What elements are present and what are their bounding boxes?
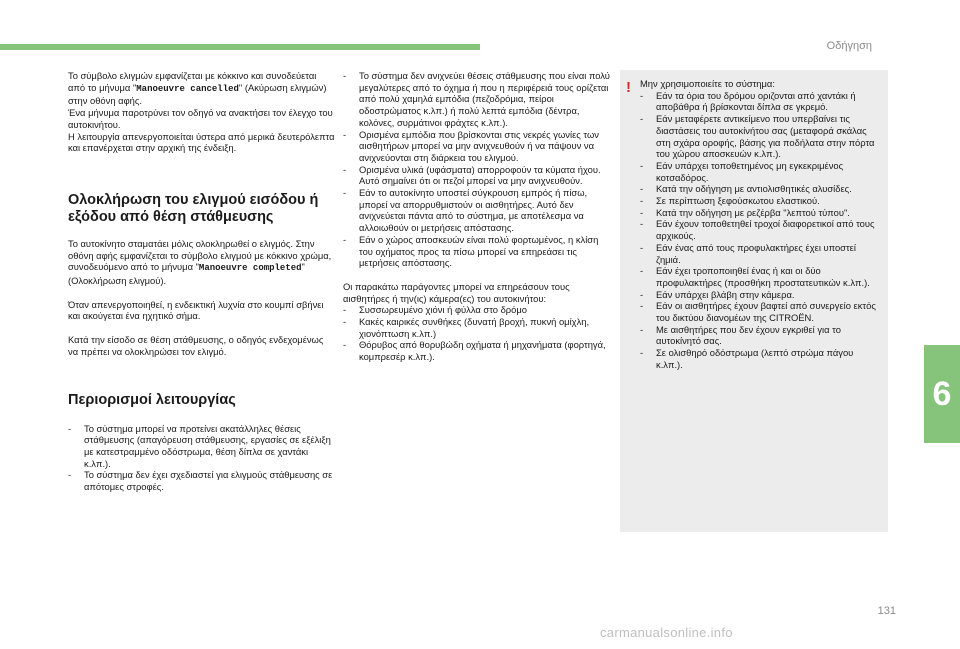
heading-limitations: Περιορισμοί λειτουργίας <box>68 391 236 408</box>
paragraph-indicator-off: Όταν απενεργοποιηθεί, η ενδεικτική λυχνία στο κουμπί σβήνει και ακούγεται ένα ηχητικό σήμα. <box>68 298 324 322</box>
list-item: - Εάν μεταφέρετε αντικείμενο που υπερβαίνει τις διαστάσεις του αυτοκίνήτου σας (μεταφορά σκάλας στη σχάρα οροφής, βάσης για ποδήλατα στην πόρτα του χώρου αποσκευών κ.λπ.). <box>640 113 878 160</box>
text: " (Ολοκλήρωση ελιγμού). <box>68 261 305 287</box>
list-item: - Εάν έχουν τοποθετηθεί τροχοί διαφορετικοί από τους αρχικούς. <box>640 218 878 241</box>
list-item: - Σε περίπτωση ξεφούσκωτου ελαστικού. <box>640 195 878 207</box>
list-item: - Εάν υπάρχει τοποθετημένος μη εγκεκριμένος κοτσαδόρος. <box>640 160 878 183</box>
list-item: - Το σύστημα δεν έχει σχεδιαστεί για ελιγμούς στάθμευσης σε απότομες στροφές. <box>68 469 336 492</box>
list-item: - Συσσωρευμένο χιόνι ή φύλλα στο δρόμο <box>343 304 611 316</box>
paragraph-driver-control: Ένα μήνυμα παροτρύνει τον οδηγό να ανακτήσει τον έλεγχο του αυτοκινήτου. <box>68 107 333 130</box>
section-title: Οδήγηση <box>826 40 872 52</box>
list-item: - Εάν τα όρια του δρόμου οριζονται από χαντάκι ή αποβάθρα ή βρίσκονται δίπλα σε γκρεμό. <box>640 90 878 113</box>
factors-list <box>343 304 611 363</box>
limitations-list <box>68 423 336 493</box>
list-item: - Εάν οι αισθητήρες έχουν βαφτεί από συνεργείο εκτός του δικτύου διανομέων της CITROËN. <box>640 300 878 323</box>
list-item: - Ορισμένα υλικά (υφάσματα) απορροφούν τα κύματα ήχου. Αυτό σημαίνει ότι οι πεζοί μπορεί να μην ανιχνευθούν. <box>343 164 611 187</box>
paragraph-cancelled <box>68 70 336 107</box>
list-item: - Το σύστημα δεν ανιχνεύει θέσεις στάθμευσης που είναι πολύ μεγαλύτερες από το όχημα ή που η περιφέρειά τους ορίζεται από πολύ χαμηλά εμπόδια (πεζοδρόμια, πείροι οδοστρώματος κ.λπ.) ή πολύ λεπτά εμπόδια (δέντρα, κολόνες, συρμάτινοι φράχτες κ.λπ.). <box>343 70 611 129</box>
list-item: - Εάν έχει τροποποιηθεί ένας ή και οι δύο προφυλακτήρες (προσθήκη προστατευτικών κ.λπ.). <box>640 265 878 288</box>
paragraph-finish-manoeuvre: Κατά την είσοδο σε θέση στάθμευσης, ο οδηγός ενδεχομένως να πρέπει να ολοκληρώσει τον ελιγμό. <box>68 334 324 357</box>
list-item: - Ορισμένα εμπόδια που βρίσκονται στις νεκρές γωνίες των αισθητήρων μπορεί να μην ανιχνευθούν ή να πάψουν να ανιχνεύονται στη διάρκεια του ελιγμού. <box>343 129 611 164</box>
header-accent-bar <box>0 44 480 50</box>
list-item: - Με αισθητήρες που δεν έχουν εγκριθεί για το αυτοκίνητό σας. <box>640 324 878 347</box>
keyword-cancelled: Manoeuvre cancelled <box>136 83 239 94</box>
warning-icon: ! <box>626 79 631 96</box>
warning-box <box>620 70 888 532</box>
paragraph-completed <box>68 238 336 287</box>
list-item: - Εάν ένας από τους προφυλακτήρες έχει υποστεί ζημιά. <box>640 242 878 265</box>
warning-list <box>640 90 878 371</box>
text: Το σύμβολο ελιγμών εμφανίζεται με κόκκινο και συνοδεύεται από το μήνυμα " <box>68 70 317 93</box>
column-middle <box>343 70 611 363</box>
watermark: carmanualsonline.info <box>600 625 733 640</box>
text: Το αυτοκίνητο σταματάει μόλις ολοκληρωθεί ο ελιγμός. Στην οθόνη αφής εμφανίζεται το σύμβολο ελιγμού με κόκκινο χρώμα, συνοδευόμενο από το μήνυμα " <box>68 237 332 273</box>
column-left <box>68 70 336 493</box>
page-number: 131 <box>877 605 896 617</box>
detection-limits-list <box>343 70 611 269</box>
paragraph-factors: Οι παρακάτω παράγοντες μπορεί να επηρεάσουν τους αισθητήρες ή την(ις) κάμερα(ες) του αυτοκινήτου: <box>343 280 570 304</box>
list-item: - Το σύστημα μπορεί να προτείνει ακατάλληλες θέσεις στάθμευσης (απαγόρευση στάθμευσης, εργασίες σε εξέλιξη με κατεστραμμένο οδόστρωμα, θέση δίπλα σε χαντάκι κ.λπ.). <box>68 423 336 470</box>
heading-completion: Ολοκλήρωση του ελιγμού εισόδου ή εξόδου από θέση στάθμευσης <box>68 191 319 225</box>
paragraph-deactivation: Η λειτουργία απενεργοποιείται ύστερα από μερικά δευτερόλεπτα και επανέρχεται στην αρχική της ένδειξη. <box>68 130 335 154</box>
list-item: - Εάν το αυτοκίνητο υποστεί σύγκρουση εμπρός ή πίσω, μπορεί να απορρυθμιστούν οι αισθητήρες. Αυτό δεν ανιχνεύεται πάντα από το σύστημα, με αποτέλεσμα να αλλοιωθούν οι μετρήσεις απόστασης. <box>343 187 611 234</box>
text: " (Ακύρωση ελιγμών) στην οθόνη αφής. <box>68 81 327 107</box>
list-item: - Κακές καιρικές συνθήκες (δυνατή βροχή, πυκνή ομίχλη, χιονόπτωση κ.λπ.) <box>343 316 611 339</box>
list-item: - Κατά την οδήγηση με αντιολισθητικές αλυσίδες. <box>640 183 878 195</box>
list-item: - Θόρυβος από θορυβώδη οχήματα ή μηχανήματα (φορτηγά, κομπρεσέρ κ.λπ.). <box>343 339 611 362</box>
list-item: - Εάν υπάρχει βλάβη στην κάμερα. <box>640 289 878 301</box>
list-item: - Σε ολισθηρό οδόστρωμα (λεπτό στρώμα πάγου κ.λπ.). <box>640 347 878 370</box>
list-item: - Εάν ο χώρος αποσκευών είναι πολύ φορτωμένος, η κλίση του οχήματος προς τα πίσω μπορεί να επηρεάσει τις μετρήσεις απόστασης. <box>343 234 611 269</box>
chapter-tab: 6 <box>924 345 960 443</box>
warning-intro: Μην χρησιμοποιείτε το σύστημα: <box>640 78 775 89</box>
list-item: - Κατά την οδήγηση με ρεζέρβα "λεπτού τύπου". <box>640 207 878 219</box>
keyword-completed: Manoeuvre completed <box>198 263 302 274</box>
